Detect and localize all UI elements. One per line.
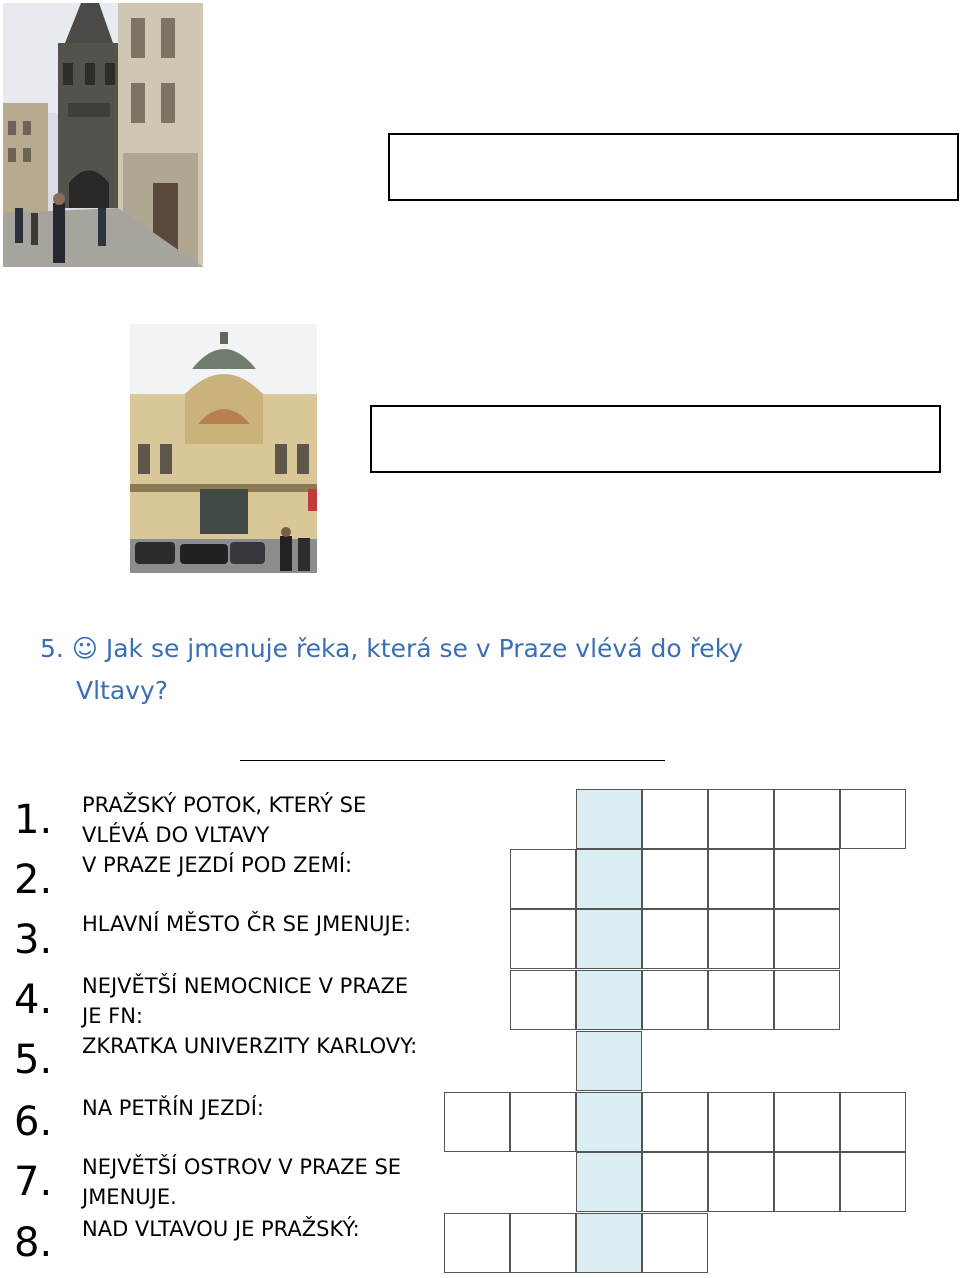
crossword-cell[interactable] — [642, 909, 708, 969]
crossword-cell[interactable] — [444, 1213, 510, 1273]
crossword-cell[interactable] — [510, 970, 576, 1030]
smiley-icon: ☺ — [71, 634, 98, 663]
crossword-cell[interactable] — [774, 1152, 840, 1212]
clue-number: 4. — [14, 977, 53, 1023]
crossword-key-cell[interactable] — [576, 1152, 642, 1212]
clue-text: NEJVĚTŠÍ NEMOCNICE V PRAZE JE FN: — [82, 974, 409, 1028]
crossword-cell[interactable] — [510, 1092, 576, 1152]
crossword-cell[interactable] — [642, 970, 708, 1030]
clue-text: ZKRATKA UNIVERZITY KARLOVY: — [82, 1034, 418, 1058]
municipal-house-photo — [130, 324, 317, 573]
question-number: 5. — [40, 634, 64, 663]
clue-number: 8. — [14, 1220, 53, 1266]
crossword-cell[interactable] — [642, 1152, 708, 1212]
crossword-cell[interactable] — [774, 789, 840, 849]
crossword-key-cell[interactable] — [576, 789, 642, 849]
crossword-cell[interactable] — [840, 1152, 906, 1212]
crossword-cell[interactable] — [642, 849, 708, 909]
crossword-cell[interactable] — [510, 849, 576, 909]
powder-tower-photo — [3, 3, 203, 267]
crossword-cell[interactable] — [642, 789, 708, 849]
clue-text: PRAŽSKÝ POTOK, KTERÝ SE VLÉVÁ DO VLTAVY — [82, 793, 367, 847]
crossword-cell[interactable] — [708, 970, 774, 1030]
crossword-cell[interactable] — [708, 789, 774, 849]
crossword-cell[interactable] — [840, 789, 906, 849]
crossword-cell[interactable] — [510, 1213, 576, 1273]
clue-text: NEJVĚTŠÍ OSTROV V PRAZE SE JMENUJE. — [82, 1155, 402, 1209]
clue-text: V PRAZE JEZDÍ POD ZEMÍ: — [82, 853, 353, 877]
crossword-cell[interactable] — [774, 1092, 840, 1152]
clue-number: 5. — [14, 1037, 53, 1083]
crossword-cell[interactable] — [708, 1152, 774, 1212]
crossword-cell[interactable] — [708, 849, 774, 909]
clue-number: 6. — [14, 1099, 53, 1145]
clue-number: 1. — [14, 797, 53, 843]
answer-box-2[interactable] — [370, 405, 941, 473]
clue-text: NAD VLTAVOU JE PRAŽSKÝ: — [82, 1217, 360, 1241]
question-text-line2: Vltavy? — [76, 676, 169, 705]
crossword-cell[interactable] — [774, 849, 840, 909]
crossword-key-cell[interactable] — [576, 909, 642, 969]
question-text-line1: Jak se jmenuje řeka, která se v Praze vlévá do řeky — [105, 634, 744, 663]
crossword-key-cell[interactable] — [576, 1031, 642, 1091]
crossword-cell[interactable] — [642, 1092, 708, 1152]
crossword-cell[interactable] — [774, 970, 840, 1030]
crossword-cell[interactable] — [708, 1092, 774, 1152]
clue-number: 2. — [14, 857, 53, 903]
crossword-key-cell[interactable] — [576, 1213, 642, 1273]
answer-box-1[interactable] — [388, 133, 959, 201]
crossword-cell[interactable] — [774, 909, 840, 969]
clue-text: HLAVNÍ MĚSTO ČR SE JMENUJE: — [82, 912, 412, 936]
crossword-cell[interactable] — [642, 1213, 708, 1273]
crossword-key-cell[interactable] — [576, 970, 642, 1030]
crossword-key-cell[interactable] — [576, 1092, 642, 1152]
crossword-key-cell[interactable] — [576, 849, 642, 909]
crossword-cell[interactable] — [510, 909, 576, 969]
crossword-cell[interactable] — [708, 909, 774, 969]
answer-line[interactable] — [240, 760, 665, 761]
clue-number: 7. — [14, 1159, 53, 1205]
clue-number: 3. — [14, 917, 53, 963]
crossword-cell[interactable] — [444, 1092, 510, 1152]
crossword-cell[interactable] — [840, 1092, 906, 1152]
clue-text: NA PETŘÍN JEZDÍ: — [82, 1096, 264, 1120]
question-5 — [40, 628, 900, 712]
